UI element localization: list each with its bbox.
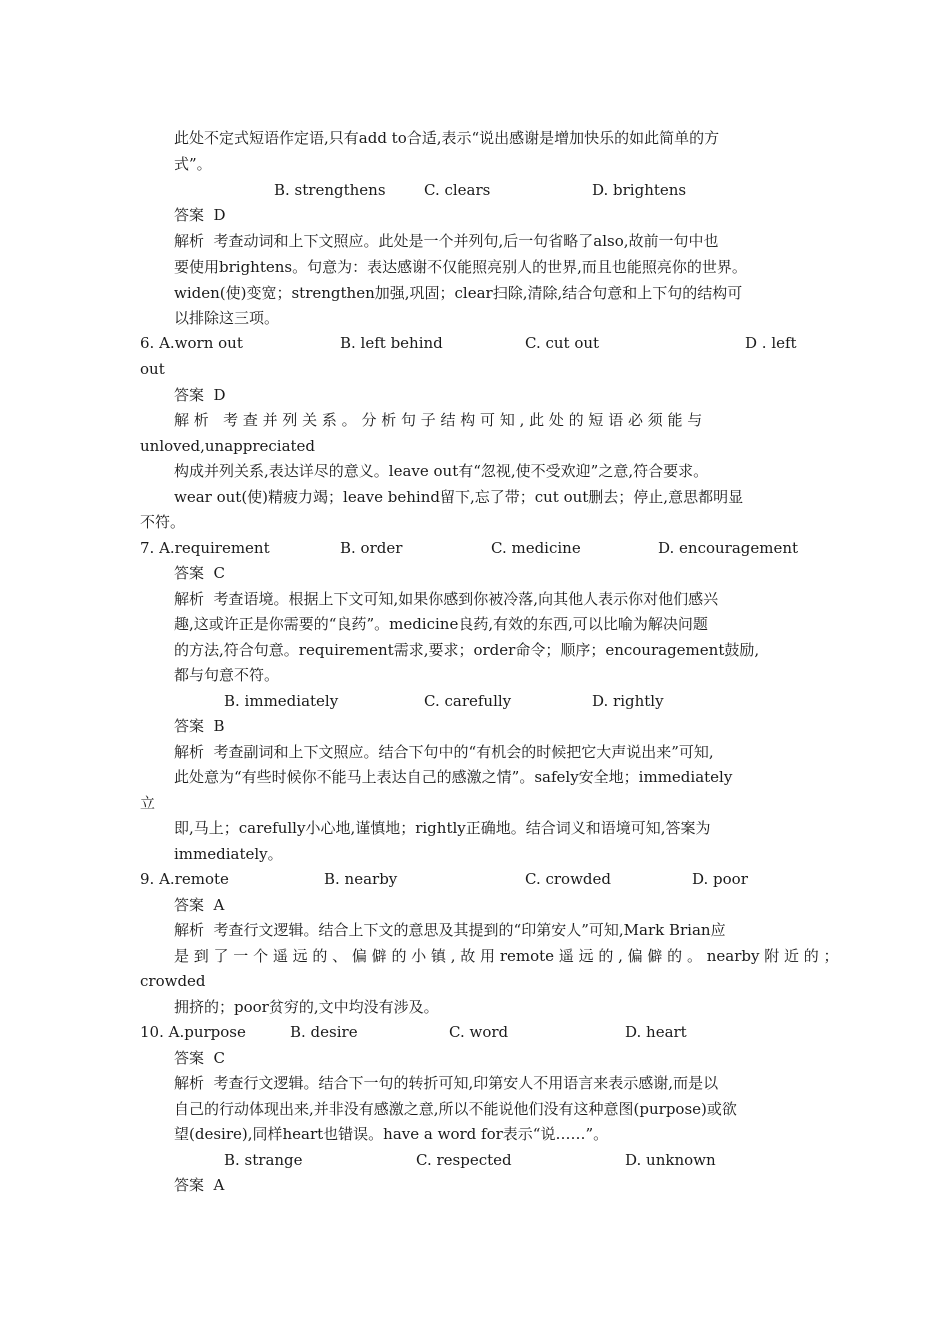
explanation-line: widen(使)变宽；strengthen加强,巩固；clear扫除,清除,结合句意和上下句的结构可 <box>174 284 743 302</box>
explanation-line: 的方法,符合句意。requirement需求,要求；order命令；顺序；encouragement鼓励, <box>174 641 760 659</box>
explanation-line: 此处不定式短语作定语,只有add to合适,表示“说出感谢是增加快乐的如此简单的方 <box>174 129 720 147</box>
explanation-line: 都与句意不符。 <box>174 666 280 684</box>
explanation-line: 望(desire),同样heart也错误。have a word for表示“说……”。 <box>174 1125 609 1143</box>
answer-line: 答案 B <box>174 717 225 735</box>
explanation-line: crowded <box>140 972 206 990</box>
answer-line: 答案 D <box>174 206 226 224</box>
answer-line: 答案 A <box>174 1176 225 1194</box>
option-c: C. crowded <box>525 870 612 888</box>
option-b: B. left behind <box>340 334 443 352</box>
option-c: C. carefully <box>424 692 512 710</box>
explanation-line: 解析 考查行文逻辑。结合上下文的意思及其提到的“印第安人”可知,Mark Brian应 <box>174 921 726 939</box>
option-d: D. unknown <box>625 1151 716 1169</box>
option-d: D. poor <box>692 870 748 888</box>
option-c: C. word <box>449 1023 509 1041</box>
explanation-line: 解析 考查副词和上下文照应。结合下句中的“有机会的时候把它大声说出来”可知, <box>174 743 714 761</box>
explanation-line: immediately。 <box>174 845 283 863</box>
answer-line: 答案 D <box>174 386 226 404</box>
option-d: D. brightens <box>592 181 687 199</box>
explanation-line: 立 <box>140 794 156 812</box>
explanation-line: 即,马上；carefully小心地,谨慎地；rightly正确地。结合词义和语境可知,答案为 <box>174 819 711 837</box>
explanation-line: 自己的行动体现出来,并非没有感激之意,所以不能说他们没有这种意图(purpose)或欲 <box>174 1100 737 1118</box>
option-b: B. immediately <box>224 692 339 710</box>
explanation-line: 是 到 了 一 个 遥 远 的 、 偏 僻 的 小 镇 , 故 用 remote 遥 远 的 , 偏 僻 的 。 nearby 附 近 的 ； <box>174 947 839 965</box>
option-d: D. rightly <box>592 692 664 710</box>
explanation-line: 不符。 <box>140 513 186 531</box>
explanation-line: 解析 考查动词和上下文照应。此处是一个并列句,后一句省略了also,故前一句中也 <box>174 232 719 250</box>
explanation-line: wear out(使)精疲力竭；leave behind留下,忘了带；cut out删去；停止,意思都明显 <box>174 488 744 506</box>
explanation-line: unloved,unappreciated <box>140 437 316 455</box>
option-b: B. strange <box>224 1151 303 1169</box>
question-9-option-a: 9. A.remote <box>140 870 229 888</box>
option-b: B. nearby <box>324 870 398 888</box>
option-b: B. strengthens <box>274 181 386 199</box>
explanation-line: 解析 考查语境。根据上下文可知,如果你感到你被冷落,向其他人表示你对他们感兴 <box>174 590 719 608</box>
answer-line: 答案 C <box>174 1049 226 1067</box>
explanation-line: 以排除这三项。 <box>174 309 280 327</box>
explanation-line: 拥挤的；poor贫穷的,文中均没有涉及。 <box>174 998 439 1016</box>
explanation-line: 要使用brightens。句意为：表达感谢不仅能照亮别人的世界,而且也能照亮你的世界。 <box>174 258 747 276</box>
option-c: C. cut out <box>525 334 600 352</box>
option-d: D . left <box>745 334 797 352</box>
question-6-option-a: 6. A.worn out <box>140 334 243 352</box>
option-c: C. clears <box>424 181 491 199</box>
explanation-line: 解析 考查行文逻辑。结合下一句的转折可知,印第安人不用语言来表示感谢,而是以 <box>174 1074 719 1092</box>
explanation-line: 趣,这或许正是你需要的“良药”。medicine良药,有效的东西,可以比喻为解决问题 <box>174 615 708 633</box>
answer-line: 答案 A <box>174 896 225 914</box>
option-c: C. respected <box>416 1151 512 1169</box>
explanation-line: 解 析 考 查 并 列 关 系 。 分 析 句 子 结 构 可 知 , 此 处 的 短 语 必 须 能 与 <box>174 411 703 429</box>
option-d: D. encouragement <box>658 539 799 557</box>
question-10-option-a: 10. A.purpose <box>140 1023 246 1041</box>
answer-line: 答案 C <box>174 564 226 582</box>
explanation-line: 构成并列关系,表达详尽的意义。leave out有“忽视,使不受欢迎”之意,符合要求。 <box>174 462 709 480</box>
option-c: C. medicine <box>491 539 581 557</box>
option-b: B. order <box>340 539 403 557</box>
explanation-line: 此处意为“有些时候你不能马上表达自己的感激之情”。safely安全地；immediately <box>174 768 733 786</box>
question-7-option-a: 7. A.requirement <box>140 539 270 557</box>
option-d: D. heart <box>625 1023 687 1041</box>
explanation-line: 式”。 <box>174 155 212 173</box>
option-d-wrap: out <box>140 360 165 378</box>
option-b: B. desire <box>290 1023 358 1041</box>
